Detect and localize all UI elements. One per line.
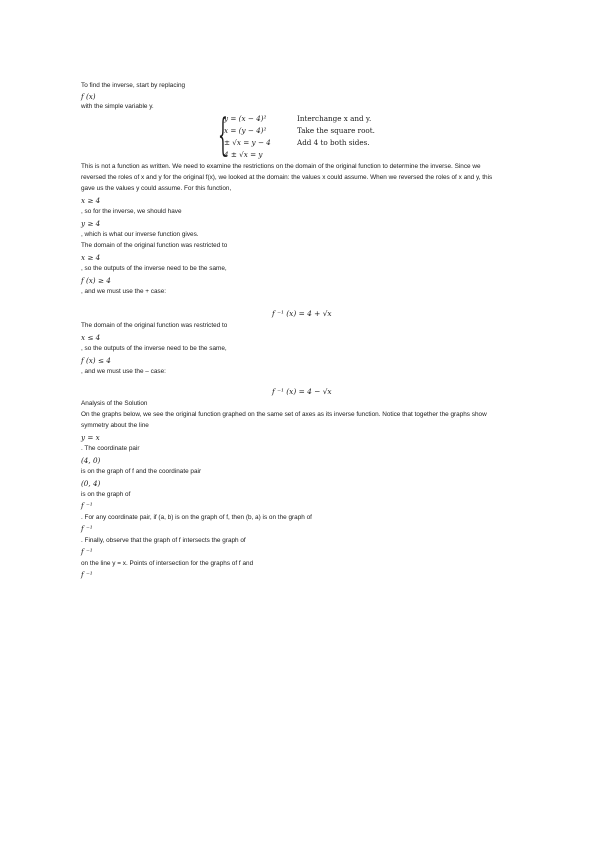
minus-case-text-3: , and we must use the – case: <box>81 368 166 375</box>
analysis-line-2: symmetry about the line <box>81 422 149 429</box>
system-eq-4: 4 ± √x = y <box>224 150 263 159</box>
analysis-heading: Analysis of the Solution <box>81 400 148 407</box>
math-point-4-0: (4, 0) <box>81 456 101 465</box>
math-f-inverse-4: f ⁻¹ <box>81 570 93 579</box>
para1-text-2: , which is what our inverse function gives. <box>81 231 199 238</box>
para1-line-3: gave us the values y could assume. For this function, <box>81 185 232 192</box>
intro-line-2: with the simple variable y. <box>81 103 154 110</box>
para1-line-1: This is not a function as written. We need to examine the restrictions on the domain of the original function to determine the inverse. Since we <box>81 163 481 170</box>
minus-case-math-2: f (x) ≤ 4 <box>81 356 111 365</box>
left-brace-icon: { <box>218 110 228 161</box>
plus-case-formula: f ⁻¹ (x) = 4 + √x <box>272 309 332 318</box>
analysis-text-4: . For any coordinate pair, if (a, b) is on the graph of f, then (b, a) is on the graph of <box>81 514 312 521</box>
analysis-text-5: . Finally, observe that the graph of f intersects the graph of <box>81 537 246 544</box>
para1-text-1: , so for the inverse, we should have <box>81 208 182 215</box>
analysis-text-6: on the line y = x. Points of intersection for the graphs of f and <box>81 560 254 567</box>
system-explain-2: Take the square root. <box>297 126 375 135</box>
plus-case-text-3: , and we must use the + case: <box>81 288 167 295</box>
plus-case-text-2: , so the outputs of the inverse need to be the same, <box>81 265 227 272</box>
math-f-inverse-1: f ⁻¹ <box>81 501 93 510</box>
para1-line-2: reversed the roles of x and y for the original f(x), we looked at the domain: the values x could assume. When we reversed the roles of x and y, this <box>81 174 493 181</box>
analysis-text-1: . The coordinate pair <box>81 445 140 452</box>
minus-case-math-1: x ≤ 4 <box>81 333 101 342</box>
math-f-of-x: f (x) <box>81 92 96 101</box>
math-f-inverse-2: f ⁻¹ <box>81 524 93 533</box>
minus-case-formula: f ⁻¹ (x) = 4 − √x <box>272 387 332 396</box>
analysis-text-3: is on the graph of <box>81 491 131 498</box>
system-explain-3: Add 4 to both sides. <box>297 138 370 147</box>
equation-system <box>218 110 388 162</box>
math-y-eq-x: y = x <box>81 433 100 442</box>
plus-case-math-2: f (x) ≥ 4 <box>81 276 111 285</box>
system-eq-3: ± √x = y − 4 <box>224 138 271 147</box>
plus-case-math-1: x ≥ 4 <box>81 253 101 262</box>
math-x-ge-4: x ≥ 4 <box>81 196 101 205</box>
intro-line-1: To find the inverse, start by replacing <box>81 82 186 89</box>
math-y-ge-4: y ≥ 4 <box>81 219 101 228</box>
math-f-inverse-3: f ⁻¹ <box>81 547 93 556</box>
minus-case-text-1: The domain of the original function was restricted to <box>81 322 228 329</box>
system-eq-1: y = (x − 4)² <box>224 114 267 123</box>
math-point-0-4: (0, 4) <box>81 479 101 488</box>
analysis-text-2: is on the graph of f and the coordinate pair <box>81 468 202 475</box>
system-explain-1: Interchange x and y. <box>297 114 372 123</box>
plus-case-text-1: The domain of the original function was restricted to <box>81 242 228 249</box>
system-eq-2: x = (y − 4)² <box>224 126 267 135</box>
minus-case-text-2: , so the outputs of the inverse need to be the same, <box>81 345 227 352</box>
analysis-line-1: On the graphs below, we see the original function graphed on the same set of axes as its inverse function. Notice that together the graphs show <box>81 411 487 418</box>
